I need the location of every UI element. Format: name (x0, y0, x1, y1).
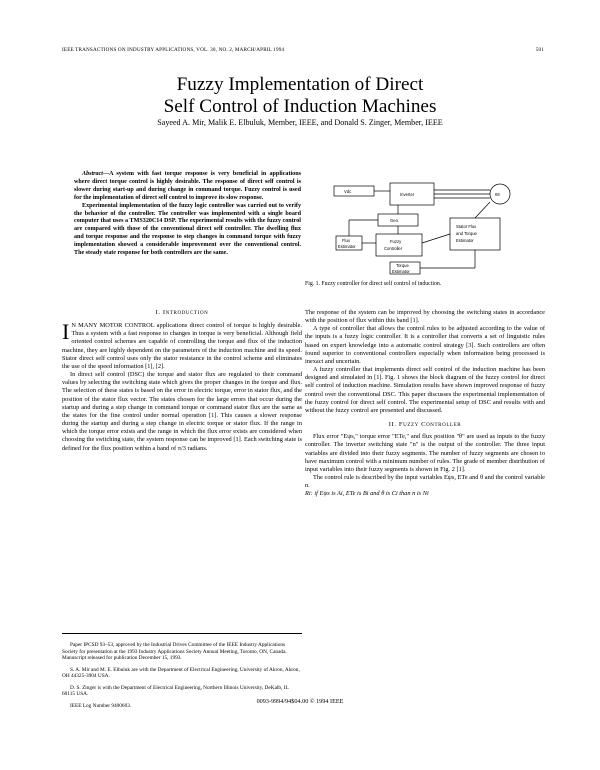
fuzzy-label: Fuzzy (390, 239, 402, 244)
author-line: Sayeed A. Mir, Malik E. Elbuluk, Member, IEEE, and Donald S. Zinger, Member, IEEE (157, 118, 443, 127)
right-p2: A type of controller that allows the control rules to be adjusted according to the value of the inputs is a fuzzy logic controller. It is a controller that converts a set of linguistic rules based on expert knowledge into a automatic control strategy [3]. Such controllers are often found superior to conventional controllers especially when information being processed is inexact and uncertain. (305, 325, 545, 365)
stator-label-2: and Torque (456, 231, 477, 236)
right-p3: A fuzzy controller that implements direct self control of the induction machine has been designed and simulated in [1]. Fig. 1 shows the block diagram of the fuzzy control for direct self control of induction machine. Simulation results have shown improved response of fuzzy control over the conventional DSC. This paper discusses the experimental implementation of the fuzzy control for direct self control. The experimental setup of DSC and results with and without the fuzzy control are presented and discussed. (305, 366, 545, 414)
drop-cap: I (62, 319, 70, 345)
inverter-label: Inverter (400, 192, 415, 197)
motor-circle (490, 184, 510, 204)
controller-label: Controller (384, 246, 403, 251)
torque-label: Torque (396, 263, 409, 268)
intro-p2: In direct self control (DSC) the torque and stator flux are regulated to their command values by selecting the switching state which gives the proper changes in the torque and flux. The selection of these states is based on the error in electric torque, error in stator flux, and the position of the stator flux vector. The states chosen for the large errors that occur during the startup and during a step change in command torque or command stator flux are the same as the states for the fine control under normal operation [1]. This causes a slower response during the startup and during a step change in electric torque or stator flux. If the range in which the torque error exists and the range in which the flux error exists are considered when choosing the switching state, the system response can be improved [1]. Each switching state is defined for the flux position within a band of π/3 radians. (62, 371, 302, 452)
vdc-source (334, 186, 374, 196)
torque-estimator-label: Estimator (392, 269, 410, 274)
fuzzy-controller-block (376, 234, 422, 256)
left-column (62, 309, 302, 453)
figure-1-diagram (330, 180, 530, 276)
copyright-line: 0093-9994/94$04.00 © 1994 IEEE (256, 698, 344, 705)
fuzzy-p2: The control rule is described by the input variables Eψs, ETe and θ and the control variable n. (305, 473, 545, 490)
title-line-2: Self Control of Induction Machines (163, 96, 437, 117)
abstract-label: Abstract (82, 171, 103, 177)
footnote-p2: S. A. Mir and M. E. Elbuluk are with the Department of Electrical Engineering, University of Akron, Akron, OH 44325-3904 USA. (62, 666, 300, 680)
title-line-1: Fuzzy Implementation of Direct (176, 74, 424, 95)
stator-label: Stator Flux (456, 224, 477, 229)
footnote-p3: D. S. Zinger is with the Department of Electrical Engineering, Northern Illinois University, DeKalb, IL 60115 USA. (62, 684, 289, 698)
fuzzy-heading: II. Fuzzy Controller (388, 421, 462, 429)
footnote-p1: Paper IPCSD 93–53, approved by the Industrial Drives Committee of the IEEE Industry Applications Society for presentation at the 1993 Industry Applications Society Annual Meeting, Toronto, ON, Canada. Manuscript released for publication December 15, 1993. (62, 642, 287, 662)
intro-heading: I. Introduction (155, 309, 209, 316)
gen-label: Gen. (390, 218, 400, 223)
motor-label: IM (495, 192, 500, 197)
stator-label-3: Estimator (456, 238, 474, 243)
paper-title (60, 74, 540, 118)
running-head-text: IEEE TRANSACTIONS ON INDUSTRY APPLICATIONS, VOL. 30, NO. 2, MARCH/APRIL 1994 (62, 47, 285, 53)
flux-estimator-label: Estimator (338, 244, 356, 249)
intro-p1: N MANY MOTOR CONTROL applications direct control of torque is highly desirable. Thus a system with a fast response to changes in torque is very beneficial. Although field oriented control schemes are capable of controlling the torque and flux of the induction machine, they are highly dependent on the parameters of the induction machine and its speed. Stator direct self control uses only the stator resistance in the control scheme and eliminates the use of the speed information [1], [2]. (62, 322, 302, 370)
running-head (62, 47, 544, 53)
right-p1: The response of the system can be improved by choosing the switching states in accordance with the position of flux within this band [1]. (305, 309, 545, 325)
footnote-p4: IEEE Log Number 9400603. (70, 703, 132, 710)
abstract-p2: Experimental implementation of the fuzzy logic controller was carried out to verify the behavior of the controller. The controller was implemented with a single board computer that uses a TMS320C14 DSP. The experimental results with the fuzzy control are compared with those of the conventional direct self controller. The dwelling flux and torque response and the response to step changes in command torque with fuzzy implementation showed a considerable improvement over the conventional control. The steady state response for both controllers are the same. (74, 202, 301, 257)
page-number: 501 (535, 47, 544, 53)
fuzzy-p1: Flux error "Eψs," torque error "ETe," and flux position "θ" are used as inputs to the fuzzy controller. The inverter switching state "n" is the output of the controller. The three input variables are divided into their fuzzy segments. The number of fuzzy segments are chosen to have maximum control with a minimum number of rules. The grade of member distribution of input variables into their fuzzy segments is shown in Fig. 2 [1]. (305, 433, 545, 473)
abstract-p1: —A system with fast torque response is very beneficial in applications where direct torque control is highly desirable. The response of direct self control is slower during start-up and during change in command torque. Fuzzy control is used for the implementation of direct self control to improve its slow response. (74, 171, 301, 201)
fuzzy-p3: Ri: if Eψs is Ai, ETe is Bi and θ is Ci than n is Ni (305, 490, 429, 498)
right-column (305, 309, 545, 498)
figure-1-caption: Fig. 1. Fuzzy controller for direct self control of induction. (305, 281, 442, 287)
flux-label: Flux (342, 238, 350, 243)
abstract (74, 171, 301, 258)
vdc-label: Vdc (344, 189, 352, 194)
